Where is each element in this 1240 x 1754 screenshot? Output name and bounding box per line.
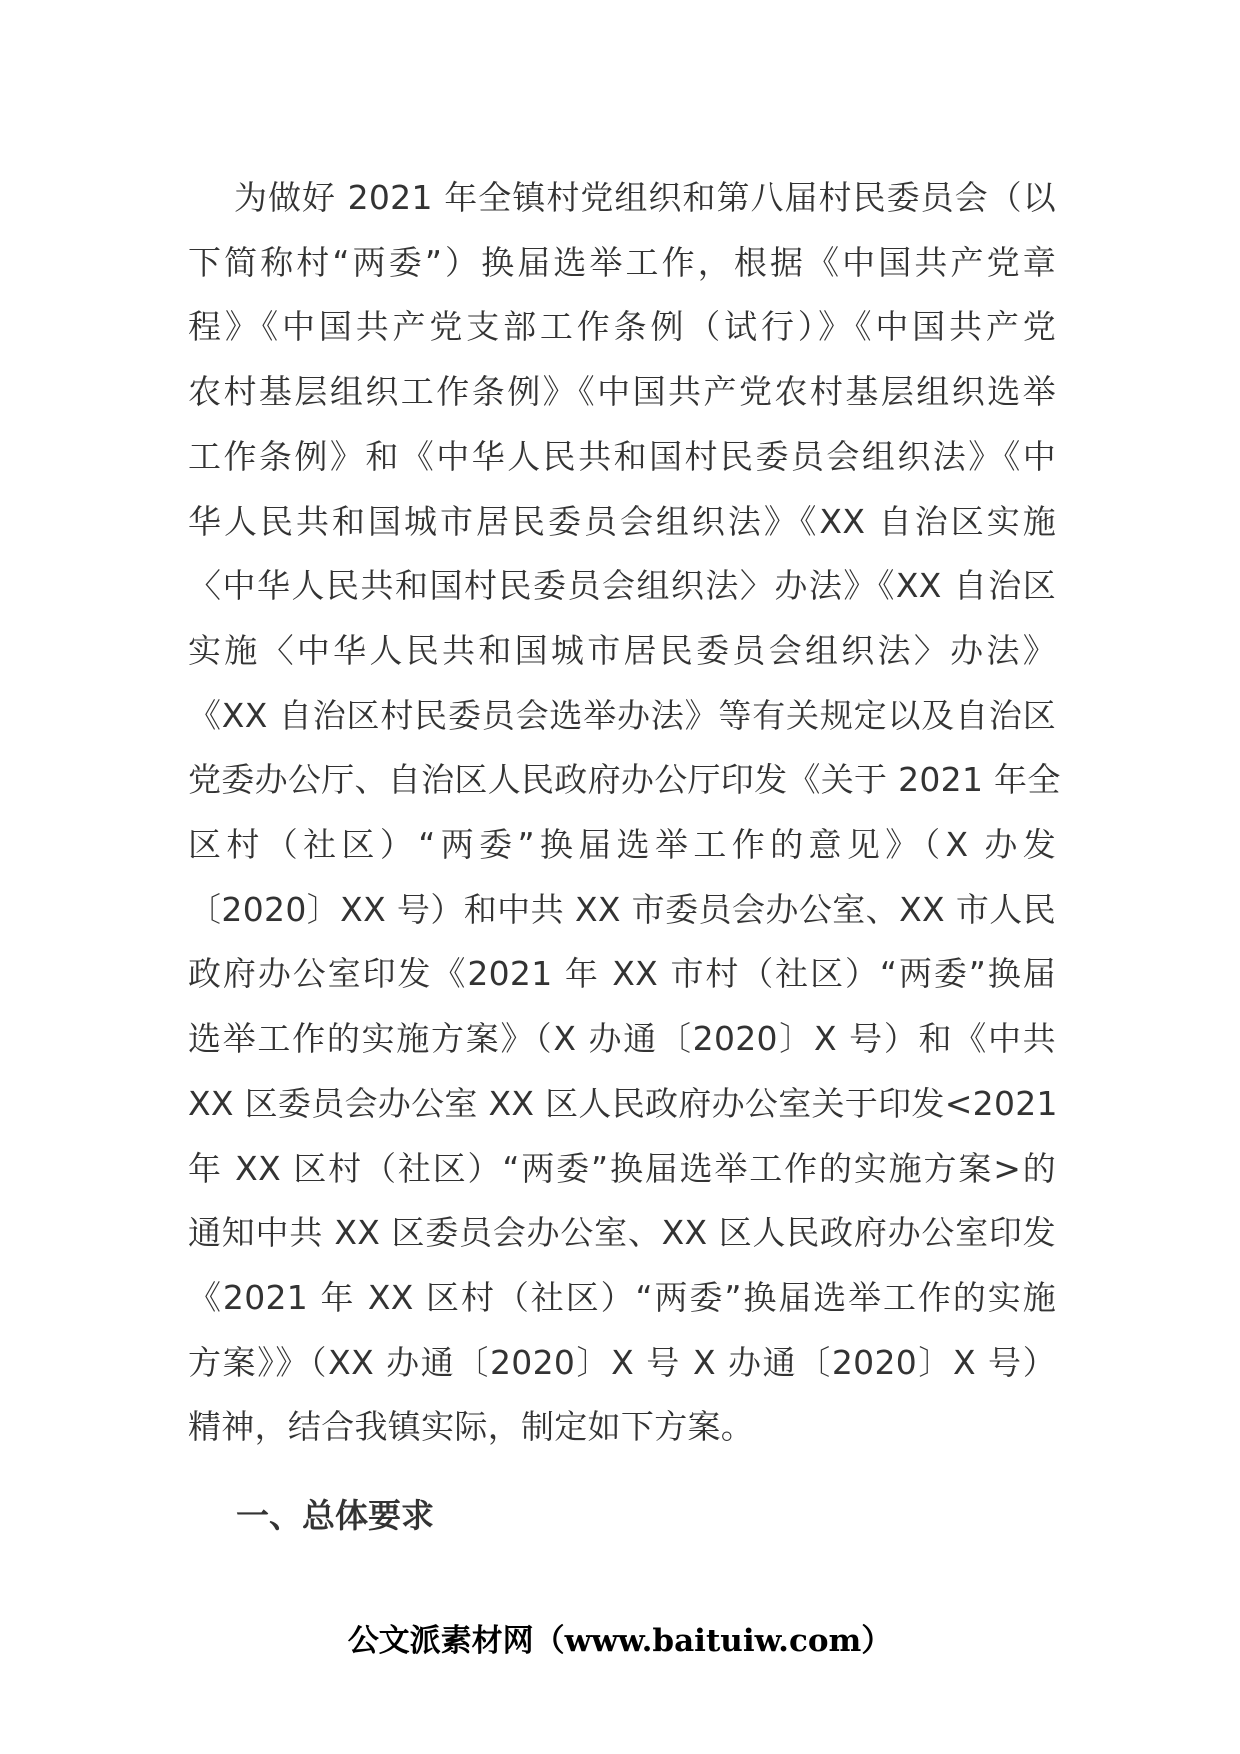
paragraph-line: 〈中华人民共和国村民委员会组织法〉办法》《XX 自治区 <box>188 566 1056 606</box>
paragraph-line: 实施〈中华人民共和国城市居民委员会组织法〉办法》 <box>188 630 1056 670</box>
paragraph-line: 《2021 年 XX 区村（社区）“两委”换届选举工作的实施 <box>188 1277 1056 1317</box>
paragraph-line: 精神，结合我镇实际，制定如下方案。 <box>188 1407 755 1447</box>
paragraph-line: 选举工作的实施方案》（X 办通〔2020〕X 号）和《中共 <box>188 1019 1056 1059</box>
section-heading: 一、总体要求 <box>236 1496 434 1535</box>
paragraph-line: 方案》》（XX 办通〔2020〕X 号 X 办通〔2020〕X 号） <box>188 1342 1056 1382</box>
paragraph-line: XX 区委员会办公室 XX 区人民政府办公室关于印发<2021 <box>188 1083 1058 1123</box>
paragraph-line: 为做好 2021 年全镇村党组织和第八届村民委员会（以 <box>234 178 1056 217</box>
body-paragraph <box>188 166 1061 1460</box>
paragraph-line: 《XX 自治区村民委员会选举办法》等有关规定以及自治区 <box>188 695 1056 735</box>
paragraph-line: 区村（社区）“两委”换届选举工作的意见》（X 办发 <box>188 825 1056 865</box>
paragraph-line: 下简称村“两委”）换届选举工作，根据《中国共产党章 <box>188 242 1056 282</box>
paragraph-line: 政府办公室印发《2021 年 XX 市村（社区）“两委”换届 <box>188 954 1056 994</box>
paragraph-line: 〔2020〕XX 号）和中共 XX 市委员会办公室、XX 市人民 <box>188 889 1056 929</box>
paragraph-line: 程》《中国共产党支部工作条例（试行）》《中国共产党 <box>188 307 1056 347</box>
paragraph-line: 通知中共 XX 区委员会办公室、XX 区人民政府办公室印发 <box>188 1213 1056 1253</box>
paragraph-line: 华人民共和国城市居民委员会组织法》《XX 自治区实施 <box>188 501 1056 541</box>
paragraph-line: 农村基层组织工作条例》《中国共产党农村基层组织选举 <box>188 372 1056 412</box>
paragraph-line: 工作条例》和《中华人民共和国村民委员会组织法》《中 <box>188 436 1056 476</box>
footer-watermark: 公文派素材网（www.baituiw.com） <box>347 1623 893 1659</box>
paragraph-line: 年 XX 区村（社区）“两委”换届选举工作的实施方案>的 <box>188 1148 1056 1188</box>
paragraph-line: 党委办公厅、自治区人民政府办公厅印发《关于 2021 年全 <box>188 760 1061 800</box>
